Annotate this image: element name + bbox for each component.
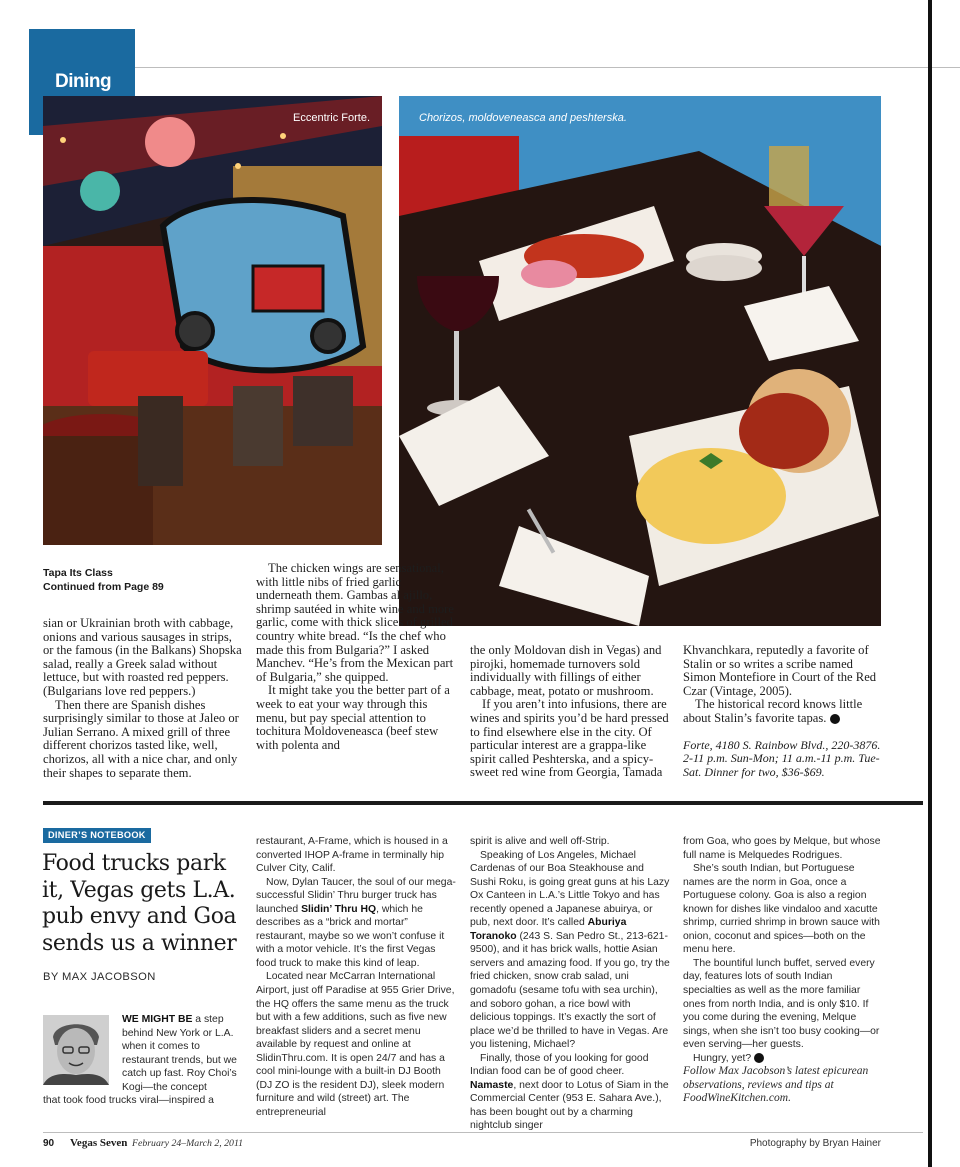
paragraph: The bountiful lunch buffet, served every day, features lots of south Indian specialties as well as the more familiar ones from north India, and is only $10. If you come during the evening, Melque sings, when she isn’t too busy cooking—or even serving—her guests. bbox=[683, 957, 880, 1051]
paragraph bbox=[683, 698, 883, 725]
notebook-column-4 bbox=[683, 835, 883, 1106]
notebook-tag: DINER’S NOTEBOOK bbox=[43, 828, 151, 843]
venue-name: Aburiya Toranoko bbox=[470, 917, 627, 942]
notebook-lead bbox=[122, 1013, 246, 1094]
paragraph bbox=[470, 849, 670, 1052]
article-column-3 bbox=[470, 644, 670, 780]
paragraph: the only Moldovan dish in Vegas) and pirojki, homemade turnovers sold individually with fillings of either cabbage, meat, potato or mushroom. bbox=[470, 643, 662, 698]
end-mark-icon: 7 bbox=[754, 1053, 764, 1063]
paragraph: that took food trucks viral—inspired a bbox=[43, 1095, 214, 1106]
lead-caps: WE MIGHT BE bbox=[122, 1014, 193, 1025]
paragraph bbox=[256, 876, 456, 971]
paragraph bbox=[683, 1052, 883, 1066]
paragraph: Khvanchkara, reputedly a favorite of Stalin or so writes a scribe named Simon Montefiore in Court of the Red Czar (Vintage, 2005). bbox=[683, 643, 877, 698]
footer-rule bbox=[43, 1132, 923, 1133]
paragraph: She’s south Indian, but Portuguese names are the norm in Goa, once a Portuguese colony. Goa is also a region known for dishes like vindaloo and xacutte shrimp, curried shrimp in brown sauce with onion, coconut and spices—both on the menu here. bbox=[683, 863, 880, 956]
paragraph-text: , next door to Lotus of Siam in the Commercial Center (953 E. Sahara Ave.), has been bought out by a charming nightclub singer bbox=[470, 1079, 669, 1132]
venue-name: Namaste bbox=[470, 1079, 514, 1091]
publication-name: Vegas Seven bbox=[70, 1137, 128, 1149]
photo-credit: Photography by Bryan Hainer bbox=[749, 1138, 881, 1149]
page-gutter-bar bbox=[928, 0, 932, 1167]
paragraph-text: Finally, those of you looking for good Indian food can be of good cheer. bbox=[470, 1052, 649, 1078]
paragraph-text: Hungry, yet? bbox=[693, 1052, 752, 1064]
paragraph: sian or Ukrainian broth with cabbage, onions and various sausages in strips, or the famous (in the Balkans) Shopska salad, really a Greek salad without lettuce, but with roasted red peppers. (Bulgarians love red peppers.) bbox=[43, 616, 242, 698]
notebook-column-2 bbox=[256, 835, 456, 1119]
header-rule bbox=[135, 67, 960, 68]
author-headshot bbox=[43, 1015, 109, 1085]
paragraph bbox=[122, 1013, 246, 1094]
continued-note: Continued from Page 89 bbox=[43, 581, 164, 593]
notebook-lead-continued bbox=[43, 1094, 248, 1108]
article-title: Tapa Its Class bbox=[43, 567, 113, 579]
section-label: Dining bbox=[55, 71, 112, 92]
notebook-headline: Food trucks park it, Vegas gets L.A. pub envy and Goa sends us a winner bbox=[42, 851, 237, 956]
paragraph-text: Speaking of Los Angeles, Michael Cardenas of our Boa Steakhouse and Sushi Roku, is going great guns at his Lazy Ox Canteen in L.A.’s Little Tokyo and has recently opened a Japanese abuirya, or pub, next door. It’s called bbox=[470, 849, 670, 929]
paragraph bbox=[470, 1052, 670, 1133]
lead-text: a step behind New York or L.A. when it comes to restaurant trends, but we catch up fast. Roy Choi’s Kogi—the concept bbox=[122, 1014, 237, 1093]
end-mark-icon: 7 bbox=[830, 714, 840, 724]
paragraph: from Goa, who goes by Melque, but whose full name is Melquedes Rodrigues. bbox=[683, 836, 881, 861]
restaurant-interior-photo bbox=[43, 96, 382, 545]
page-number: 90 bbox=[43, 1138, 55, 1149]
paragraph: It might take you the better part of a week to eat your way through this menu, but pay special attention to tochitura Moldoveneasca (beef stew with polenta and bbox=[256, 683, 450, 752]
paragraph: Located near McCarran International Airport, just off Paradise at 955 Grier Drive, the HQ offers the same menu as the truck but with a few additions, such as five new breakfast sliders and a secret menu available by request and online at SlidinThru.com. It is open 24/7 and has a cool mini-lounge with a built-in DJ Booth (DJ ZO is the resident DJ), sleek modern furniture and wild (street) art. The entrepreneurial bbox=[256, 971, 455, 1118]
article-column-1 bbox=[43, 617, 243, 780]
left-photo-caption: Eccentric Forte. bbox=[293, 112, 371, 124]
follow-note: Follow Max Jacobson’s latest epicurean observations, reviews and tips at FoodWineKitchen.com. bbox=[683, 1065, 869, 1105]
paragraph: restaurant, A-Frame, which is housed in a converted IHOP A-frame in terminally hip Culver City, Calif. bbox=[256, 836, 448, 875]
issue-date: February 24–March 2, 2011 bbox=[132, 1138, 244, 1149]
venue-name: Slidin’ Thru HQ bbox=[301, 903, 377, 915]
article-column-4 bbox=[683, 644, 883, 779]
paragraph-text: , which he describes as a “brick and mortar” restaurant, maybe so we won’t confuse it with a motor vehicle. It’s the first Vegas food truck to make this kind of leap. bbox=[256, 903, 445, 969]
article-kicker bbox=[43, 566, 164, 594]
article-column-2 bbox=[256, 562, 456, 752]
paragraph: The chicken wings are sensational, with little nibs of fried garlic underneath them. Gambas al ajillo, shrimp sautéed in white wine and more garlic, come with thick slices of grilled country white bread. “Is the chef who made this from Bulgaria?” I asked Manchev. “He’s from the Mexican part of Bulgaria,” she quipped. bbox=[256, 561, 454, 684]
right-photo-caption: Chorizos, moldoveneasca and peshterska. bbox=[419, 112, 627, 124]
byline: BY MAX JACOBSON bbox=[43, 971, 156, 983]
paragraph: If you aren’t into infusions, there are wines and spirits you’d be hard pressed to find elsewhere else in the city. Of particular interest are a grappa-like spirit called Peshterska, and a spicy-sweet red wine from Georgia, Tamada bbox=[470, 697, 669, 780]
paragraph: spirit is alive and well off-Strip. bbox=[470, 836, 610, 847]
paragraph-text: Now, Dylan Taucer, the soul of our mega-successful Slidin’ Thru burger truck has launched bbox=[256, 876, 456, 915]
section-divider bbox=[43, 801, 923, 805]
notebook-column-3 bbox=[470, 835, 670, 1133]
dishes-photo bbox=[399, 96, 881, 626]
paragraph: Then there are Spanish dishes surprisingly similar to those at Jaleo or Julian Serrano. A mixed grill of three different chorizos tasted like, well, chorizos, all with a nice char, and only their shapes to separate them. bbox=[43, 697, 239, 780]
paragraph-text: The historical record knows little about Stalin’s favorite tapas. bbox=[683, 697, 863, 725]
venue-info: Forte, 4180 S. Rainbow Blvd., 220-3876. 2-11 p.m. Sun-Mon; 11 a.m.-11 p.m. Tue-Sat. Dinner for two, $36-$69. bbox=[683, 737, 881, 779]
paragraph-text: (243 S. San Pedro St., 213-621-9500), and it has brick walls, hottie Asian servers and amazing food. If you go, try the fried chicken, snow crab salad, uni gomadofu (sesame tofu with sea urchin), and soboro gohan, a rice bowl with delicious toppings. It’s exactly the sort of place we’d be thrilled to have in Vegas. Are you listening, Michael? bbox=[470, 930, 670, 1051]
